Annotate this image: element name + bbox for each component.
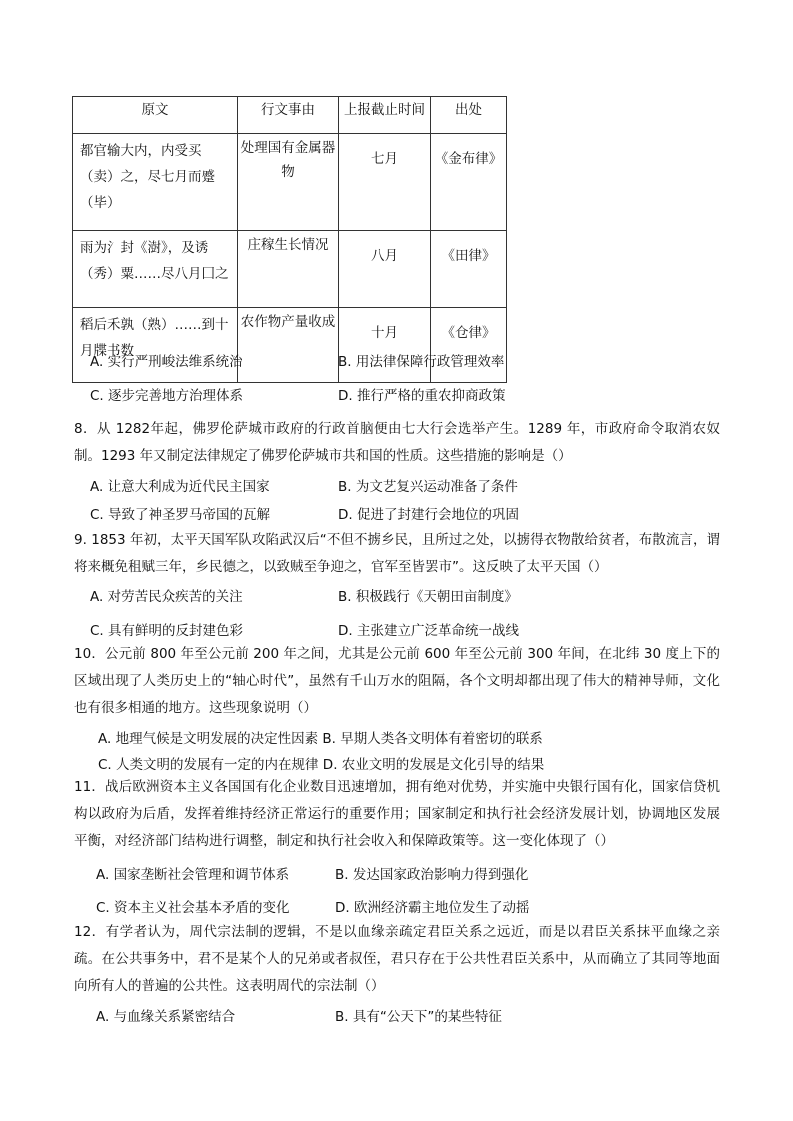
q10-options-ab: A. 地理气候是文明发展的决定性因素 B. 早期人类各文明体有着密切的联系 bbox=[98, 731, 543, 747]
cell-original: 雨为氵封《澍》，及诱（秀）粟……尽八月囗之 bbox=[73, 231, 238, 308]
q11-option-b: B. 发达国家政治影响力得到强化 bbox=[335, 867, 529, 883]
q9-option-d: D. 主张建立广泛革命统一战线 bbox=[338, 623, 519, 639]
cell-deadline: 七月 bbox=[339, 134, 431, 231]
q8-option-a: A. 让意大利成为近代民主国家 bbox=[90, 479, 270, 495]
q9-option-a: A. 对劳苦民众疾苦的关注 bbox=[90, 589, 243, 605]
cell-deadline: 十月 bbox=[339, 308, 431, 383]
cell-deadline: 八月 bbox=[339, 231, 431, 308]
q12-stem: 12．有学者认为，周代宗法制的逻辑，不是以血缘亲疏定君臣关系之远近，而是以君臣关系抹平血缘之亲疏。在公共事务中，君不是某个人的兄弟或者叔侄，君只存在于公共性君臣关系中，从而确立了其同等地面向所有人的普遍的公共性。这表明周代的宗法制（） bbox=[74, 924, 720, 994]
header-reason: 行文事由 bbox=[238, 97, 339, 134]
q10-stem: 10．公元前 800 年至公元前 200 年之间，尤其是公元前 600 年至公元前 300 年间，在北纬 30 度上下的区域出现了人类历史上的“轴心时代”，虽然有千山万水的阻隔，各个文明却都出现了伟大的精神导师，文化也有很多相通的地方。这些现象说明（） bbox=[74, 646, 720, 716]
q9-option-c: C. 具有鲜明的反封建色彩 bbox=[90, 623, 244, 639]
table-row bbox=[73, 231, 507, 308]
q11-option-c: C. 资本主义社会基本矛盾的变化 bbox=[96, 900, 290, 916]
q11-option-d: D. 欧洲经济霸主地位发生了动摇 bbox=[335, 900, 530, 916]
q12-option-a: A. 与血缘关系紧密结合 bbox=[96, 1009, 236, 1025]
header-source: 出处 bbox=[431, 97, 507, 134]
q11-option-a: A. 国家垄断社会管理和调节体系 bbox=[96, 867, 290, 883]
q11-stem: 11．战后欧洲资本主义各国国有化企业数目迅速增加，拥有绝对优势，并实施中央银行国有化，国家信贷机构以政府为后盾，发挥着维持经济正常运行的重要作用；国家制定和执行社会经济发展计划，协调地区发展平衡，对经济部门结构进行调整，制定和执行社会收入和保障政策等。这一变化体现了（） bbox=[74, 779, 720, 849]
q7-option-a: A. 实行严刑峻法维系统治 bbox=[90, 354, 243, 370]
cell-reason: 处理国有金属器物 bbox=[238, 134, 339, 231]
cell-source: 《仓律》 bbox=[431, 308, 507, 383]
q8-option-c: C. 导致了神圣罗马帝国的瓦解 bbox=[90, 507, 271, 523]
q12-option-b: B. 具有“公天下”的某些特征 bbox=[335, 1009, 502, 1025]
cell-original: 稻后禾孰（熟）……到十月牒书数 bbox=[73, 308, 238, 383]
source-table bbox=[72, 96, 507, 383]
table-row bbox=[73, 134, 507, 231]
table-header-row bbox=[73, 97, 507, 134]
header-deadline: 上报截止时间 bbox=[339, 97, 431, 134]
q8-option-b: B. 为文艺复兴运动准备了条件 bbox=[338, 479, 518, 495]
q7-option-d: D. 推行严格的重农抑商政策 bbox=[338, 388, 506, 404]
q8-stem: 8．从 1282年起，佛罗伦萨城市政府的行政首脑便由七大行会选举产生。1289 年，市政府命令取消农奴制。1293 年又制定法律规定了佛罗伦萨城市共和国的性质。这些措施的影响是（） bbox=[74, 421, 720, 464]
q8-option-d: D. 促进了封建行会地位的巩固 bbox=[338, 507, 519, 523]
q9-option-b: B. 积极践行《天朝田亩制度》 bbox=[338, 589, 518, 605]
cell-reason: 庄稼生长情况 bbox=[238, 231, 339, 308]
q10-options-cd: C. 人类文明的发展有一定的内在规律 D. 农业文明的发展是文化引导的结果 bbox=[98, 757, 545, 773]
cell-reason: 农作物产量收成 bbox=[238, 308, 339, 383]
q7-option-c: C. 逐步完善地方治理体系 bbox=[90, 388, 244, 404]
q9-stem: 9. 1853 年初，太平天国军队攻陷武汉后“不但不掳乡民，且所过之处，以掳得衣物散给贫者，布散流言，谓将来概免租赋三年，乡民德之，以致贼至争迎之，官军至皆罢市”。这反映了太平天国（） bbox=[74, 532, 720, 575]
cell-source: 《金布律》 bbox=[431, 134, 507, 231]
table-row bbox=[73, 308, 507, 383]
cell-original: 都官输大内，内受买（卖）之，尽七月而蹙（毕） bbox=[73, 134, 238, 231]
header-original: 原文 bbox=[73, 97, 238, 134]
cell-source: 《田律》 bbox=[431, 231, 507, 308]
q7-option-b: B. 用法律保障行政管理效率 bbox=[338, 354, 505, 370]
